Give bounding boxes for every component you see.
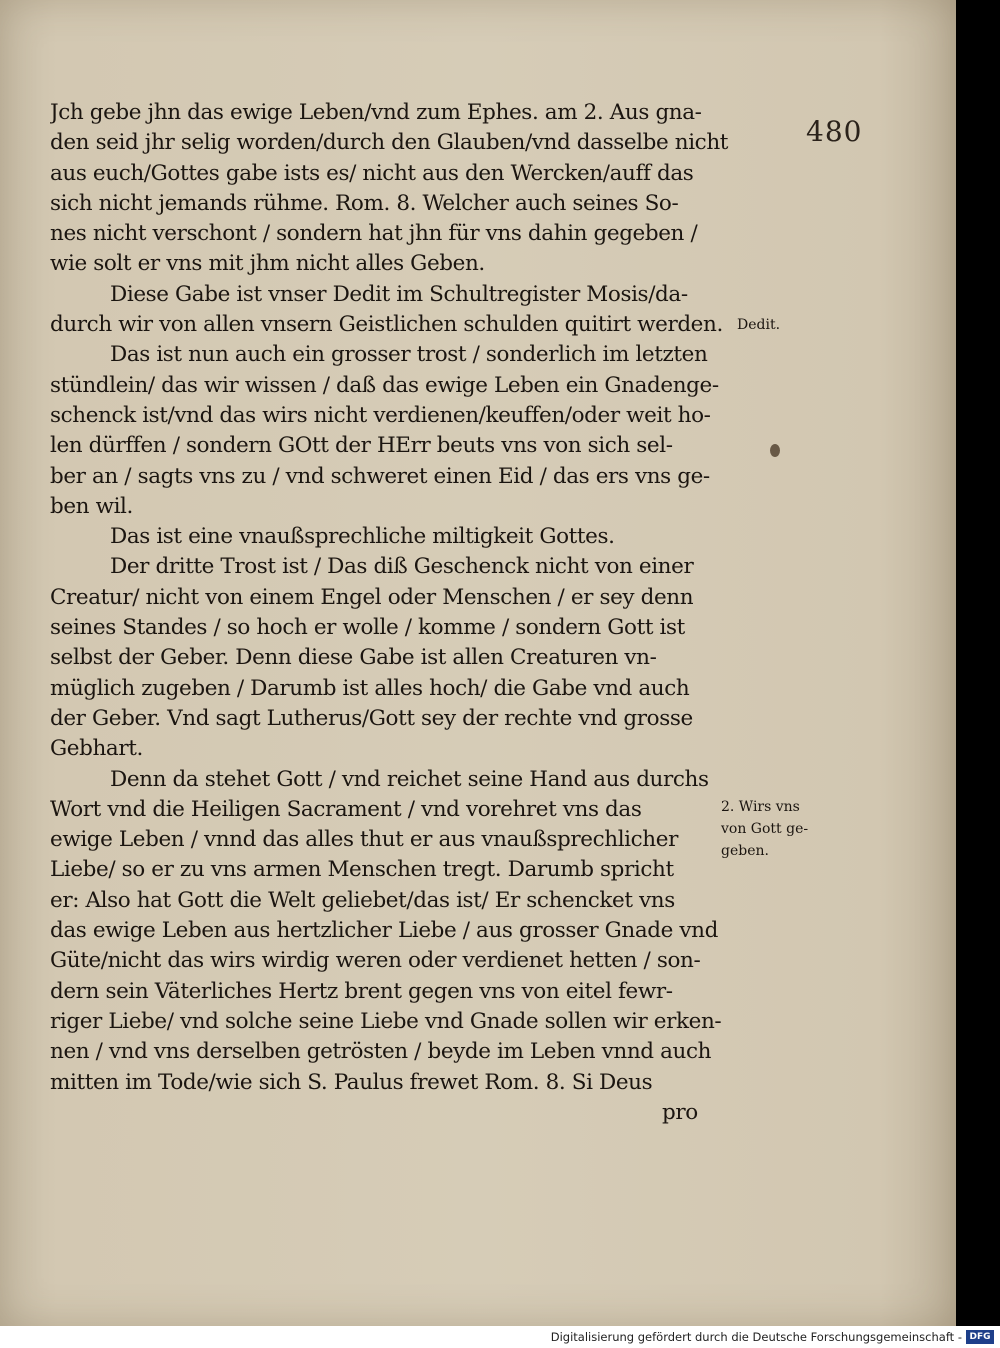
margin-note-line: geben.	[721, 843, 769, 859]
text-line: Gebhart.	[50, 736, 143, 762]
text-line: er: Also hat Gott die Welt geliebet/das ist/ Er schencket vns	[50, 887, 675, 913]
text-line: durch wir von allen vnsern Geistlichen schulden quitirt werden.	[50, 312, 723, 338]
text-line: nen / vnd vns derselben getrösten / beyde im Leben vnnd auch	[50, 1039, 712, 1065]
funding-credit: Digitalisierung gefördert durch die Deutsche Forschungsgemeinschaft -	[550, 1330, 962, 1344]
text-line: nes nicht verschont / sondern hat jhn für vns dahin gegeben /	[50, 221, 698, 247]
text-line: Das ist nun auch ein grosser trost / sonderlich im letzten	[110, 342, 708, 368]
text-line: Jch gebe jhn das ewige Leben/vnd zum Ephes. am 2. Aus gna-	[50, 100, 702, 125]
text-line: aus euch/Gottes gabe ists es/ nicht aus den Wercken/auff das	[50, 160, 694, 186]
margin-note-line: 2. Wirs vns	[721, 799, 800, 815]
text-line: selbst der Geber. Denn diese Gabe ist allen Creaturen vn-	[50, 645, 657, 671]
text-line: seines Standes / so hoch er wolle / komme / sondern Gott ist	[50, 615, 685, 641]
text-line: Das ist eine vnaußsprechliche miltigkeit Gottes.	[110, 524, 615, 550]
body-text	[50, 98, 730, 1128]
text-line: riger Liebe/ vnd solche seine Liebe vnd Gnade sollen wir erken-	[50, 1008, 722, 1034]
text-line: wie solt er vns mit jhm nicht alles Geben.	[50, 251, 485, 277]
text-line: Liebe/ so er zu vns armen Menschen tregt. Darumb spricht	[50, 857, 674, 883]
margin-note-dedit: Dedit.	[737, 317, 781, 333]
catchword: pro	[662, 1099, 698, 1125]
text-line: sich nicht jemands rühme. Rom. 8. Welcher auch seines So-	[50, 190, 679, 216]
text-line: len dürffen / sondern GOtt der HErr beuts vns von sich sel-	[50, 433, 673, 459]
text-line: müglich zugeben / Darumb ist alles hoch/ die Gabe vnd auch	[50, 675, 690, 701]
page-number: 480	[806, 115, 863, 148]
dfg-logo-icon: DFG	[966, 1330, 994, 1344]
text-line: Creatur/ nicht von einem Engel oder Menschen / er sey denn	[50, 584, 694, 610]
text-line: Der dritte Trost ist / Das diß Geschenck nicht von einer	[110, 554, 694, 580]
text-line: stündlein/ das wir wissen / daß das ewige Leben ein Gnadenge-	[50, 372, 719, 398]
text-line: dern sein Väterliches Hertz brent gegen vns von eitel fewr-	[50, 978, 673, 1004]
text-line: Diese Gabe ist vnser Dedit im Schultregister Mosis/da-	[110, 281, 688, 307]
text-line: Güte/nicht das wirs wirdig weren oder verdienet hetten / son-	[50, 948, 701, 974]
text-line: das ewige Leben aus hertzlicher Liebe / aus grosser Gnade vnd	[50, 918, 718, 944]
text-line: ben wil.	[50, 493, 133, 519]
text-line: schenck ist/vnd das wirs nicht verdienen/keuffen/oder weit ho-	[50, 402, 711, 428]
text-line: Denn da stehet Gott / vnd reichet seine Hand aus durchs	[110, 766, 709, 792]
footer-bar	[0, 1326, 1000, 1348]
text-line: Wort vnd die Heiligen Sacrament / vnd vorehret vns das	[50, 796, 642, 822]
margin-note-line: von Gott ge-	[721, 821, 809, 837]
text-line: den seid jhr selig worden/durch den Glauben/vnd dasselbe nicht	[50, 130, 729, 156]
text-line: ber an / sagts vns zu / vnd schweret einen Eid / das ers vns ge-	[50, 463, 710, 489]
ink-spot	[770, 444, 780, 457]
text-line: ewige Leben / vnnd das alles thut er aus vnaußsprechlicher	[50, 827, 678, 853]
text-line: mitten im Tode/wie sich S. Paulus frewet Rom. 8. Si Deus	[50, 1069, 653, 1095]
text-line: der Geber. Vnd sagt Lutherus/Gott sey der rechte vnd grosse	[50, 705, 693, 731]
